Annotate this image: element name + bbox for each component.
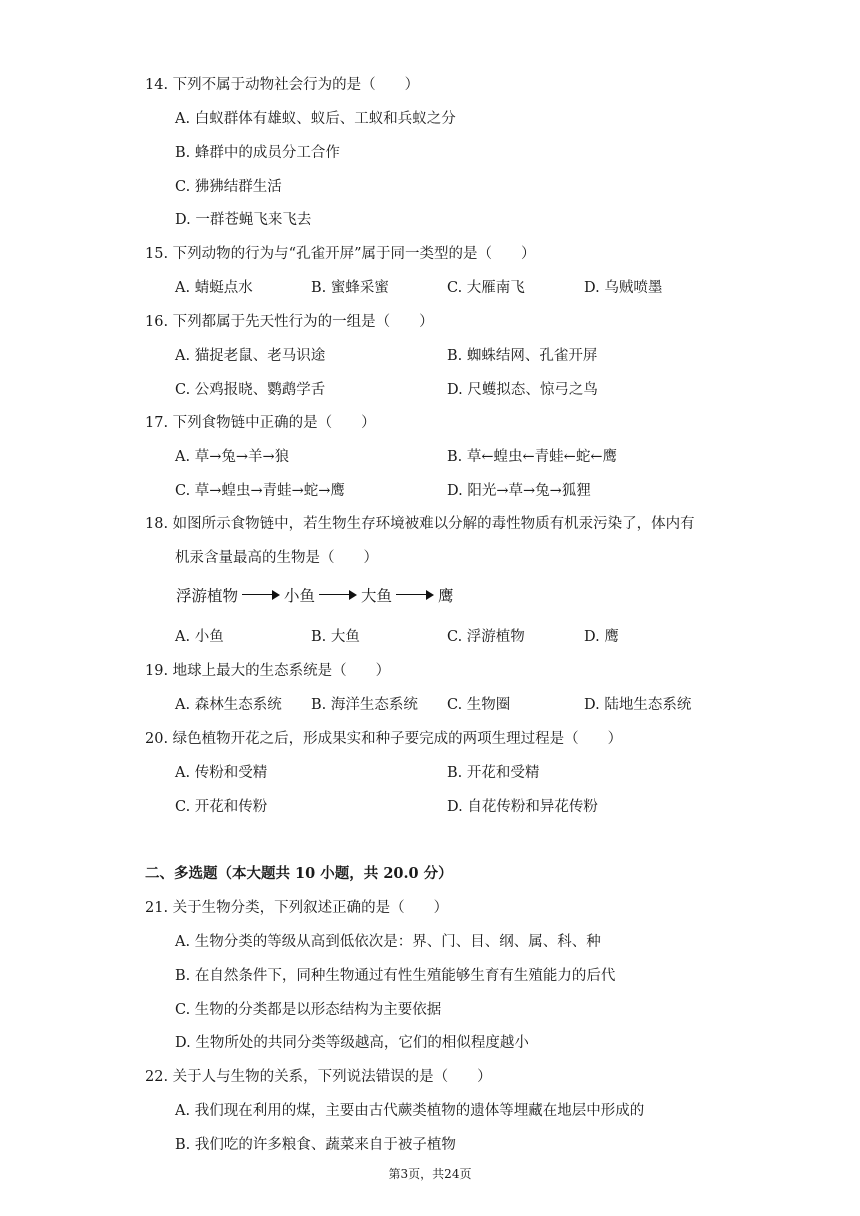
question-number: 16. (145, 314, 169, 330)
arrow-right-icon (242, 590, 280, 600)
question-20 (145, 727, 622, 748)
question-number: 20. (145, 731, 169, 747)
question-21 (145, 896, 448, 917)
option-d[interactable]: D. 乌贼喷墨 (584, 280, 663, 296)
question-number: 17. (145, 415, 169, 431)
arrow-right-icon (396, 590, 434, 600)
option-b[interactable]: B. 草←蝗虫←青蛙←蛇←鹰 (447, 449, 617, 465)
food-chain-diagram (176, 584, 454, 606)
question-number: 15. (145, 246, 169, 262)
option-d[interactable]: D. 阳光→草→兔→狐狸 (447, 483, 591, 499)
question-18 (145, 512, 695, 533)
question-19 (145, 659, 390, 680)
question-stem: 地球上最大的生态系统是（ ） (172, 663, 391, 679)
question-22 (145, 1065, 492, 1086)
question-16 (145, 310, 434, 331)
option-a[interactable]: A. 猫捉老鼠、老马识途 (175, 348, 326, 364)
question-stem: 下列食物链中正确的是（ ） (172, 415, 376, 431)
question-number: 14. (145, 77, 169, 93)
question-stem: 下列动物的行为与“孔雀开屏”属于同一类型的是（ ） (172, 246, 536, 262)
question-17 (145, 411, 376, 432)
option-c[interactable]: C. 开花和传粉 (175, 799, 268, 815)
chain-node-big-fish: 大鱼 (361, 587, 393, 605)
arrow-right-icon (319, 590, 357, 600)
question-stem: 下列都属于先天性行为的一组是（ ） (172, 314, 434, 330)
question-stem: 如图所示食物链中，若生物生存环境被难以分解的毒性物质有机汞污染了，体内有 (172, 516, 695, 532)
option-c[interactable]: C. 生物的分类都是以形态结构为主要依据 (175, 1002, 442, 1018)
option-c[interactable]: C. 狒狒结群生活 (175, 179, 282, 195)
option-a[interactable]: A. 白蚁群体有雄蚁、蚁后、工蚁和兵蚁之分 (175, 111, 456, 127)
question-number: 21. (145, 900, 169, 916)
option-b[interactable]: B. 蜜蜂采蜜 (311, 280, 389, 296)
option-a[interactable]: A. 蜻蜓点水 (175, 280, 253, 296)
option-d[interactable]: D. 陆地生态系统 (584, 697, 692, 713)
option-c[interactable]: C. 生物圈 (447, 697, 511, 713)
question-stem: 关于生物分类，下列叙述正确的是（ ） (172, 900, 449, 916)
option-a[interactable]: A. 小鱼 (175, 629, 224, 645)
option-c[interactable]: C. 公鸡报晓、鹦鹉学舌 (175, 382, 326, 398)
question-stem-continued: 机汞含量最高的生物是（ ） (175, 550, 378, 566)
option-c[interactable]: C. 大雁南飞 (447, 280, 525, 296)
option-a[interactable]: A. 草→兔→羊→狼 (175, 449, 290, 465)
option-a[interactable]: A. 传粉和受精 (175, 765, 268, 781)
option-d[interactable]: D. 尺蠖拟态、惊弓之鸟 (447, 382, 598, 398)
option-b[interactable]: B. 在自然条件下，同种生物通过有性生殖能够生育有生殖能力的后代 (175, 968, 616, 984)
question-stem: 下列不属于动物社会行为的是（ ） (172, 77, 420, 93)
option-c[interactable]: C. 浮游植物 (447, 629, 525, 645)
option-d[interactable]: D. 一群苍蝇飞来飞去 (175, 212, 312, 228)
question-number: 22. (145, 1069, 169, 1085)
option-d[interactable]: D. 自花传粉和异花传粉 (447, 799, 598, 815)
chain-node-small-fish: 小鱼 (284, 587, 316, 605)
option-b[interactable]: B. 大鱼 (311, 629, 360, 645)
question-number: 18. (145, 516, 169, 532)
question-stem: 绿色植物开花之后，形成果实和种子要完成的两项生理过程是（ ） (172, 731, 623, 747)
option-b[interactable]: B. 开花和受精 (447, 765, 540, 781)
chain-node-eagle: 鹰 (438, 587, 454, 605)
option-b[interactable]: B. 海洋生态系统 (311, 697, 418, 713)
question-stem: 关于人与生物的关系，下列说法错误的是（ ） (172, 1069, 492, 1085)
option-b[interactable]: B. 蜘蛛结网、孔雀开屏 (447, 348, 598, 364)
section-heading: 二、多选题（本大题共 10 小题，共 20.0 分） (145, 865, 453, 882)
chain-node-plankton: 浮游植物 (176, 587, 239, 605)
option-a[interactable]: A. 生物分类的等级从高到低依次是：界、门、目、纲、属、科、种 (175, 934, 601, 950)
option-d[interactable]: D. 鹰 (584, 629, 619, 645)
option-a[interactable]: A. 我们现在利用的煤，主要由古代蕨类植物的遗体等埋藏在地层中形成的 (175, 1103, 645, 1119)
option-d[interactable]: D. 生物所处的共同分类等级越高，它们的相似程度越小 (175, 1035, 529, 1051)
option-b[interactable]: B. 蜂群中的成员分工合作 (175, 145, 340, 161)
option-a[interactable]: A. 森林生态系统 (175, 697, 282, 713)
question-14 (145, 73, 419, 94)
question-number: 19. (145, 663, 169, 679)
question-15 (145, 242, 536, 263)
option-b[interactable]: B. 我们吃的许多粮食、蔬菜来自于被子植物 (175, 1137, 456, 1153)
page-footer: 第3页，共24页 (388, 1167, 472, 1181)
option-c[interactable]: C. 草→蝗虫→青蛙→蛇→鹰 (175, 483, 345, 499)
